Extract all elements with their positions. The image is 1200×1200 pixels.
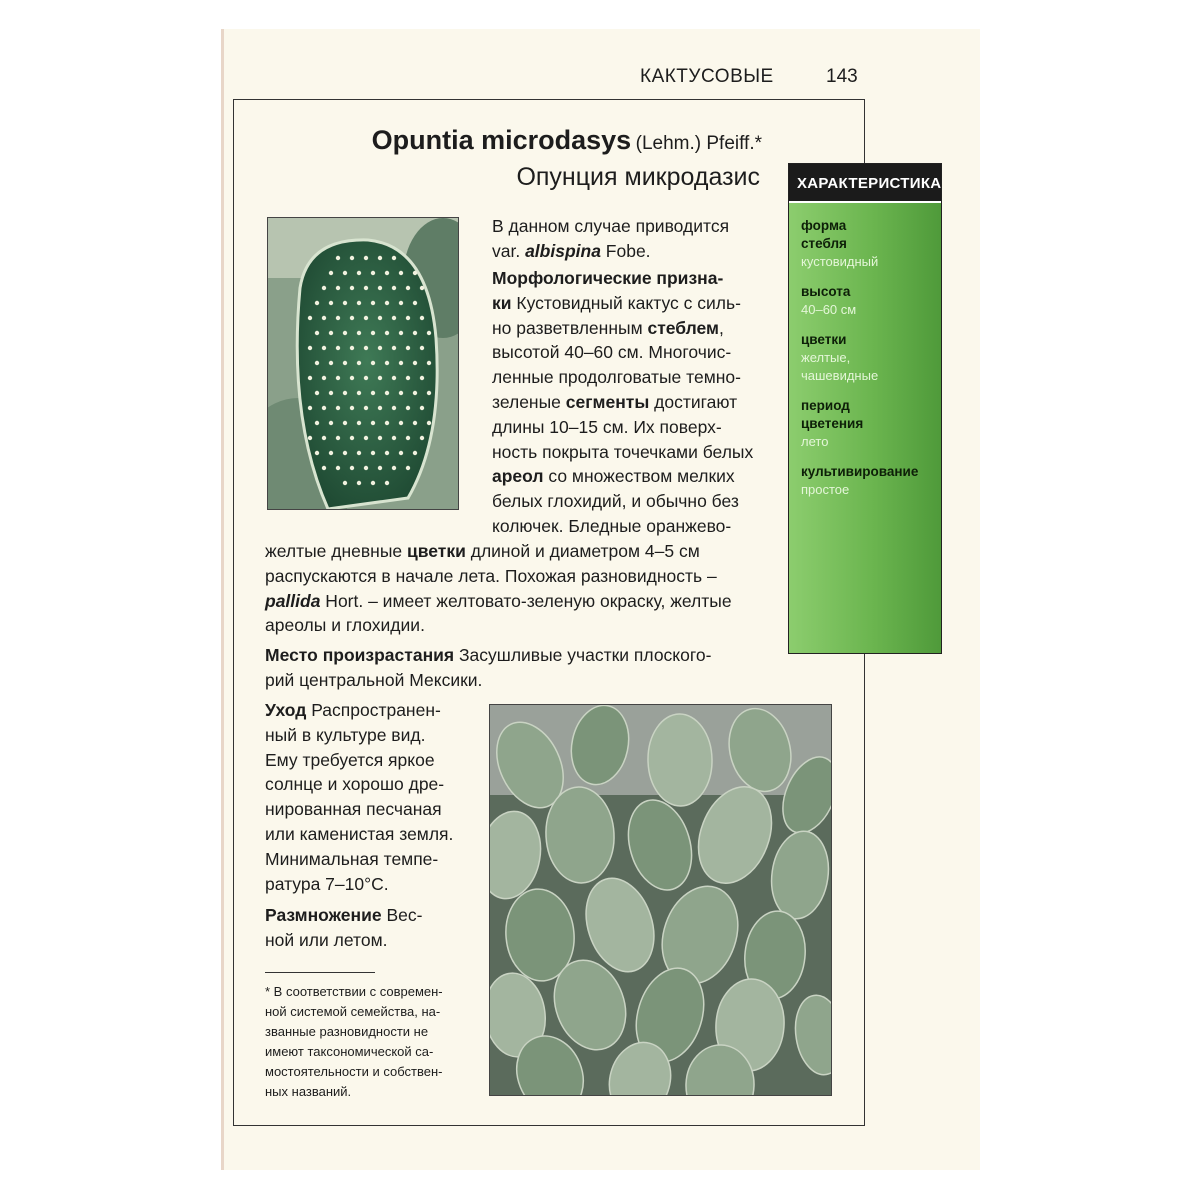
footnote-line: имеют таксономической са-: [265, 1044, 434, 1059]
page-edge: [221, 29, 224, 1170]
text-line: Размножение Вес-: [265, 905, 423, 925]
text-line: рий центральной Мексики.: [265, 669, 483, 690]
char-item-height: [801, 283, 933, 319]
char-item-flowers: [801, 331, 933, 385]
species-author: (Lehm.) Pfeiff.*: [635, 133, 762, 154]
footnote-line: ных названий.: [265, 1084, 352, 1099]
text-line: var. albispina Fobe.: [492, 240, 651, 261]
cactus-closeup-photo: [267, 217, 459, 510]
characteristics-panel: [788, 163, 942, 654]
morphology-heading: Морфологические призна-: [492, 268, 724, 288]
footnote-line: званные разновидности не: [265, 1024, 429, 1039]
text-line: ленные продолговатые темно-: [492, 367, 741, 388]
char-item-cultivation: [801, 463, 933, 499]
text-line: ный в культуре вид.: [265, 724, 426, 745]
text-line: Минимальная темпе-: [265, 848, 439, 869]
char-value: 40–60 см: [801, 302, 857, 317]
cactus-colony-photo: [489, 704, 832, 1096]
propagation-heading: Размножение: [265, 905, 382, 925]
habitat-heading: Место произрастания: [265, 645, 455, 665]
text-line: зеленые сегменты достигают: [492, 391, 738, 412]
care-heading: Уход: [265, 700, 307, 720]
text-line: белых глохидий, и обычно без: [492, 491, 739, 512]
footnote-line: ной системой семейства, на-: [265, 1004, 441, 1019]
char-label: культивирование: [801, 464, 919, 479]
text-line: Место произрастания Засушливые участки плоского-: [265, 645, 712, 665]
char-item-stem: [801, 217, 933, 271]
text-line: колючек. Бледные оранжево-: [492, 515, 732, 536]
characteristics-list: [789, 203, 941, 499]
page-number: 143: [826, 66, 858, 87]
text-line: распускаются в начале лета. Похожая разновидность –: [265, 565, 717, 586]
char-item-flowering-period: [801, 397, 933, 451]
char-label: период цветения: [801, 398, 864, 431]
text-line: солнце и хорошо дре-: [265, 774, 445, 795]
text-line: ареолы и глохидии.: [265, 615, 425, 636]
text-line: нированная песчаная: [265, 799, 442, 820]
propagation-section: [265, 903, 465, 953]
species-name: Opuntia microdasys: [371, 125, 632, 155]
char-label: форма стебля: [801, 218, 847, 251]
text-line: [492, 266, 760, 291]
text-line: Ему требуется яркое: [265, 749, 435, 770]
char-value: простое: [801, 482, 850, 497]
text-line: желтые дневные цветки длиной и диаметром 4–5 см: [265, 541, 700, 561]
text-line: Уход Распространен-: [265, 700, 441, 720]
text-line: В данном случае приводится: [492, 216, 730, 236]
text-line: длины 10–15 см. Их поверх-: [492, 416, 722, 437]
char-value: кустовидный: [801, 254, 879, 269]
footnote-line: * В соответствии с современ-: [265, 984, 443, 999]
title-latin: [372, 125, 762, 156]
text-line: высотой 40–60 см. Многочис-: [492, 342, 732, 363]
characteristics-heading: ХАРАКТЕРИСТИКА: [789, 164, 941, 203]
morphology-continued: [265, 539, 760, 638]
text-line: ки Кустовидный кактус с силь-: [492, 292, 741, 313]
text-line: ареол со множеством мелких: [492, 466, 735, 487]
footnote-rule: [265, 972, 375, 973]
care-section: [265, 698, 465, 896]
text-line: ной или летом.: [265, 929, 388, 950]
char-value: лето: [801, 434, 829, 449]
text-line: pallida Hort. – имеет желтовато-зеленую окраску, желтые: [265, 590, 732, 611]
char-value: желтые, чашевидные: [801, 350, 879, 383]
text-line: но разветвленным стеблем,: [492, 317, 724, 338]
footnote-line: мостоятельности и собствен-: [265, 1064, 443, 1079]
footnote: [265, 982, 461, 1102]
intro-text: [492, 214, 760, 264]
habitat-section: [265, 643, 760, 693]
running-head: КАКТУСОВЫЕ: [640, 66, 774, 87]
text-line: или каменистая земля.: [265, 823, 454, 844]
text-line: ратура 7–10°С.: [265, 873, 389, 894]
morphology-section: [492, 266, 760, 539]
char-label: цветки: [801, 332, 847, 347]
text-line: ность покрыта точечками белых: [492, 441, 754, 462]
title-russian: Опунция микродазис: [516, 163, 760, 191]
char-label: высота: [801, 284, 851, 299]
